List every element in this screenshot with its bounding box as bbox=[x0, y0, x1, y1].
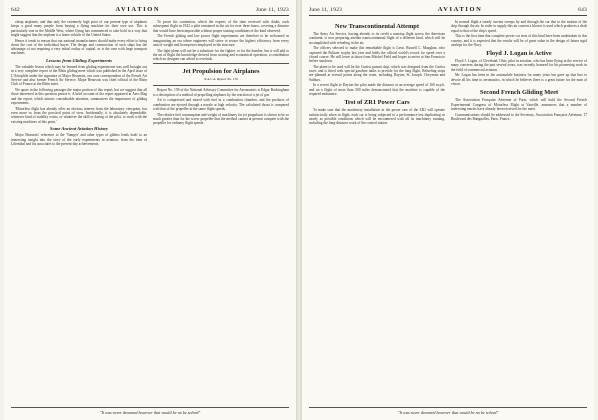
paragraph: To make sure that the machinery installation in the power cars of the ZR1 will operate satisfactorily when in flight, each car is being subjected to a performance test duplicating as nearly as possible conditions which will be encountered with all its machinery running, including the long-distance work of the control station. bbox=[309, 108, 445, 126]
left-page bbox=[4, 0, 296, 420]
paragraph: We quote in the following passages the major portion of this report, but we suggest that all those interested in this question peruse it. A brief account of the report appeared in Aero Mag and the report, which attracts considerable attention, summarizes the importance of gliding experiments. bbox=[11, 88, 147, 105]
paragraph: Hence it tends to reason that our national manufacturers should make every effort to bring down the cost of the individual buyer. The design and construction of such ships has the advantage of not requiring a very initial outlay of capital, as is the case with large transport machines. bbox=[11, 38, 147, 56]
masthead: AVIATION bbox=[437, 6, 483, 13]
paragraph: This is the first time that complete power car tests of this kind have been undertaken in this country, and it is expected that the results will be of great value in the design of future rigid airships for the Navy. bbox=[451, 34, 587, 47]
masthead: AVIATION bbox=[115, 6, 161, 13]
paragraph: In normal flight a steady current sweeps by and through the car due to the motion of the ship through the air. In order to supply this air current a blower is used which produces a draft equal to that of the ship's speed. bbox=[451, 20, 587, 33]
section-heading: Lessons from Gliding Experiments bbox=[46, 58, 112, 64]
paragraph: 'Motorless flight has already offer an obvious interest from the laboratory viewpoint, but even more so from the practical point of view. Incidentally, it is absolutely dependable, whatever kind of stability exists, or whatever the skill or daring of the pilot, to work with the existing machines of this point.' bbox=[11, 106, 147, 124]
page-footer-quote: "It was never dreamed however that would be no be solved" bbox=[11, 407, 289, 415]
right-column-1 bbox=[309, 20, 445, 412]
paragraph: Mr. Logan has been in the automobile business for many years but gave up that line to devote all his time to aeronautics, in which he believes there is a great future for the man of vision. bbox=[451, 73, 587, 87]
article-title: New Transcontinental Attempt bbox=[335, 23, 419, 30]
paragraph: Communications should be addressed to the Secretary, Association Française Aérienne, 17 Boulevard des Batignolles, Paris, France. bbox=[451, 112, 587, 121]
paragraph: Major Beauvais' reference to the 'Vampyr' and other types of gliders lends itself to an interesting insight into the story of the early experiments in aviation, from the time of Lilienthal and his associates to the present day achievements. bbox=[11, 133, 147, 146]
left-column-2 bbox=[153, 20, 289, 412]
paragraph: Floyd J. Logan, of Cleveland, Ohio, pilot in aviation, who has been flying in the service of many concerns during the past several years, was recently honored for his pioneering work in the field of commercial aviation. bbox=[451, 59, 587, 72]
paragraph: The French gliding and low power flight experiments are therefore to be welcomed as inaugurating an era where engineers will strive to secure the highest efficiency from every unit of weight and horsepower employed in the structure. bbox=[153, 34, 289, 47]
right-page bbox=[302, 0, 594, 420]
paragraph: The Army Air Service, having already to its credit a nonstop flight across the American continent, is now preparing another transcontinental flight of a different kind, which will be accomplished with refueling in the air. bbox=[309, 32, 445, 45]
right-page-header bbox=[309, 6, 587, 16]
page-number: 643 bbox=[578, 7, 587, 13]
page-footer-quote: "It was never dreamed however that would be no be solved" bbox=[309, 407, 587, 415]
paragraph: The light plane will not be a substitute for the fighter, or for the bomber, but it will add to the art of flight the knowledge derived from soaring and economical operation, a contribution which no designer can afford to overlook. bbox=[153, 48, 289, 62]
right-column-2 bbox=[451, 20, 587, 412]
issue-date: June 11, 1923 bbox=[255, 7, 289, 13]
paragraph: In a recent flight to Dayton the pilot made the distance at an average speed of 160 m.p.h. and on a flight of more than 500 miles demonstrated that the machine is capable of the required endurance. bbox=[309, 83, 445, 97]
paragraph: The Association Française Aérienne of Paris, which will hold the Second French Experimental Congress of Motorless Flight at Vauville, announces that a number of interesting entries have already been received for the meet. bbox=[451, 98, 587, 111]
section-heading: Some Ancient Aviation History bbox=[49, 126, 109, 132]
page-number: 642 bbox=[11, 7, 20, 13]
paragraph: Report No. 159 of the National Advisory Committee for Aeronautics is Edgar Buckingham is a description of a method of propelling airplanes by the reaction of a jet of gas. bbox=[153, 88, 289, 97]
paragraph: cheap airplanes, and that only the extremely high price of our present type of airplanes keeps a good many people from buying a flying machine for their own use. This is particularly true in the Middle West, where flying has commenced to take hold in a way that might suggest that the airplane is a home vehicle of the United States. bbox=[11, 20, 147, 37]
article-title: Second French Gliding Meet bbox=[479, 89, 559, 97]
paragraph: The plane to be used will be the Curtiss pursuit ship, which was designed from the Curtiss racer, and is fitted with special gasoline tanks to provide for the long flight. Refueling stops are planned at several points along the route, including Dayton, St. Joseph, Cheyenne and Salduro. bbox=[309, 64, 445, 82]
issue-date: June 11, 1923 bbox=[309, 7, 343, 13]
article-title: Floyd J. Logan is Active bbox=[486, 50, 552, 58]
article-byline: N.A.C.A. Report No. 159 bbox=[204, 77, 238, 82]
paragraph: To prove his contention, which the experts of the time received with doubt, each subsequent flight in 1922 a pilot remained in the air for over three hours, covering a distance that would have been impossible without proper soaring conditions of the kind observed. bbox=[153, 20, 289, 33]
paragraph: The relative fuel consumption and weight of machinery for jet propulsion is shown to be so much greater than for the screw propeller that the method cannot at present compete with the propeller for ordinary flight speeds. bbox=[153, 112, 289, 126]
paragraph: Air is compressed and mixed with fuel in a combustion chamber, and the products of combustion are ejected through a nozzle at high velocity. The calculated thrust is compared with that of the propeller at the same flight speeds. bbox=[153, 98, 289, 112]
article-title: Test of ZR1 Power Cars bbox=[344, 99, 410, 107]
article-title: Jet Propulsion for Airplanes bbox=[182, 68, 260, 76]
left-column-1 bbox=[11, 20, 147, 412]
article-jet-propulsion bbox=[153, 63, 289, 86]
left-page-header bbox=[11, 6, 289, 16]
paragraph: The valuable lesson which may be learned from gliding experiments was well brought out in a very complete report of the Rhön gliding meet which was published in the April issue of L'Aérophile under the signature of Major Beauvais, our own correspondent of the French Air Service and also former French Air Service. Major Beauvais was chief official of the Rhön Club of France at the Rhön meet. bbox=[11, 65, 147, 87]
paragraph: The officers selected to make this remarkable flight is Lieut. Russell L. Maughan, who captured the Pulitzer trophy last year and holds the official world's record for speed over a closed course. He will leave at dawn from Mitchel Field and hopes to arrive at San Francisco before sundown. bbox=[309, 46, 445, 64]
